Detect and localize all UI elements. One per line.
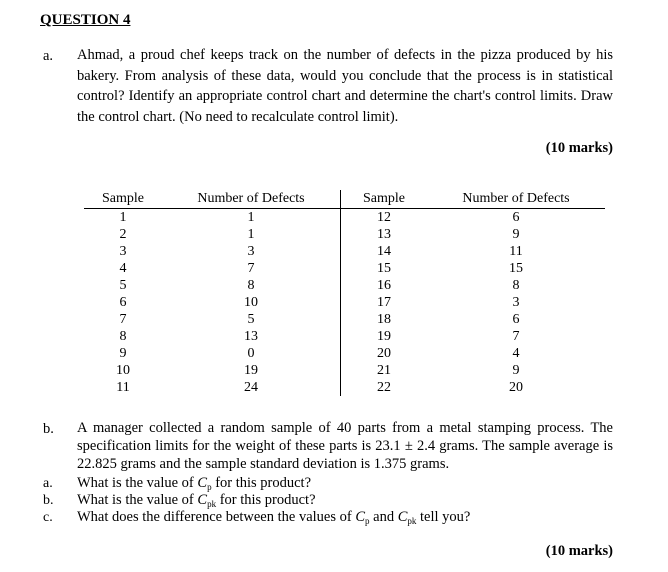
cell-sample-left: 9 xyxy=(119,346,127,361)
cell-defects-left: 8 xyxy=(247,278,255,293)
cell-defects-left: 13 xyxy=(244,329,258,344)
cell-defects-left: 1 xyxy=(247,210,255,225)
part-b-label: b. xyxy=(43,421,54,437)
sub-question-label: b. xyxy=(43,493,54,508)
sub-question-prefix: What is the value of xyxy=(77,492,198,508)
capability-subscript: p xyxy=(207,482,212,492)
question-title: QUESTION 4 xyxy=(40,12,131,28)
table-row xyxy=(84,209,605,227)
cell-sample-left: 8 xyxy=(119,329,127,344)
sub-question-prefix: What is the value of xyxy=(77,475,198,491)
cell-defects-left: 24 xyxy=(244,380,258,395)
cell-sample-right: 18 xyxy=(341,311,428,328)
capability-subscript: p xyxy=(365,516,370,526)
cell-defects-left: 19 xyxy=(244,363,258,378)
cell-defects-right: 7 xyxy=(512,329,520,344)
cell-defects-left: 5 xyxy=(247,312,255,327)
sub-question-text xyxy=(77,509,470,530)
table-row xyxy=(84,277,605,294)
cell-defects-right: 6 xyxy=(512,312,520,327)
cell-defects-right: 6 xyxy=(512,210,520,225)
part-a-label: a. xyxy=(43,48,54,64)
table-body xyxy=(84,209,605,397)
cell-sample-left: 4 xyxy=(119,261,127,276)
table-row xyxy=(84,379,605,396)
capability-symbol: C xyxy=(197,475,208,491)
sub-question-label: a. xyxy=(43,476,53,491)
cell-sample-right: 21 xyxy=(341,362,428,379)
cell-defects-right: 8 xyxy=(512,278,520,293)
cell-defects-right: 11 xyxy=(509,244,523,259)
cell-sample-right: 20 xyxy=(341,345,428,362)
cell-sample-left: 3 xyxy=(119,244,127,259)
capability-subscript: pk xyxy=(207,499,217,509)
cell-sample-left: 5 xyxy=(119,278,127,293)
header-sample-1: Sample xyxy=(84,190,162,209)
part-b-text: A manager collected a random sample of 40 parts from a metal stamping process. The specification limits for the weight of these parts is 23.1 ± 2.4 grams. The sample average is 22.825 grams and the sample standard deviation is 1.375 grams. xyxy=(77,420,613,472)
cell-defects-left: 10 xyxy=(244,295,258,310)
cell-defects-right: 20 xyxy=(509,380,523,395)
sub-question-suffix: for this product? xyxy=(216,492,316,508)
capability-symbol: C xyxy=(355,509,366,525)
table-row xyxy=(84,345,605,362)
cell-sample-left: 6 xyxy=(119,295,127,310)
table-row xyxy=(84,311,605,328)
cell-defects-right: 9 xyxy=(512,227,520,242)
table-row xyxy=(84,260,605,277)
sub-question-mid: and xyxy=(369,509,398,525)
defects-table xyxy=(84,190,605,396)
sub-question-label: c. xyxy=(43,510,53,525)
cell-sample-right: 14 xyxy=(341,243,428,260)
cell-defects-left: 0 xyxy=(247,346,255,361)
table-header-row xyxy=(84,190,605,209)
cell-defects-right: 4 xyxy=(512,346,520,361)
cell-sample-right: 13 xyxy=(341,226,428,243)
capability-subscript: pk xyxy=(407,516,417,526)
sub-question-suffix: for this product? xyxy=(211,475,312,491)
header-defects-1: Number of Defects xyxy=(162,190,341,209)
header-defects-2: Number of Defects xyxy=(427,190,605,209)
part-a-marks: (10 marks) xyxy=(545,140,613,156)
cell-sample-right: 22 xyxy=(341,379,428,396)
cell-sample-right: 19 xyxy=(341,328,428,345)
cell-defects-left: 7 xyxy=(247,261,255,276)
capability-symbol: C xyxy=(397,509,408,525)
cell-sample-left: 10 xyxy=(116,363,130,378)
cell-defects-right: 9 xyxy=(512,363,520,378)
cell-sample-right: 16 xyxy=(341,277,428,294)
table-row xyxy=(84,362,605,379)
cell-sample-left: 7 xyxy=(119,312,127,327)
table-row xyxy=(84,294,605,311)
cell-sample-right: 12 xyxy=(341,209,428,227)
cell-sample-left: 1 xyxy=(119,210,127,225)
cell-sample-right: 17 xyxy=(341,294,428,311)
sub-question-suffix: tell you? xyxy=(416,509,471,525)
table-row xyxy=(84,226,605,243)
capability-symbol: C xyxy=(197,492,208,508)
cell-sample-left: 2 xyxy=(119,227,127,242)
part-a-text: Ahmad, a proud chef keeps track on the number of defects in the pizza produced by his bakery. From analysis of these data, would you conclude that the process is in statistical control? Identify an appropriate control chart and determine the chart's control limits. Draw the control chart. (No need to recalculate control limit). xyxy=(77,47,613,125)
sub-question-prefix: What does the difference between the values of xyxy=(77,509,356,525)
cell-defects-right: 3 xyxy=(512,295,520,310)
table-row xyxy=(84,243,605,260)
cell-sample-right: 15 xyxy=(341,260,428,277)
cell-defects-right: 15 xyxy=(509,261,523,276)
cell-defects-left: 1 xyxy=(247,227,255,242)
header-sample-2: Sample xyxy=(341,190,428,209)
cell-defects-left: 3 xyxy=(247,244,255,259)
table-row xyxy=(84,328,605,345)
part-b-marks: (10 marks) xyxy=(545,543,613,559)
cell-sample-left: 11 xyxy=(116,380,130,395)
